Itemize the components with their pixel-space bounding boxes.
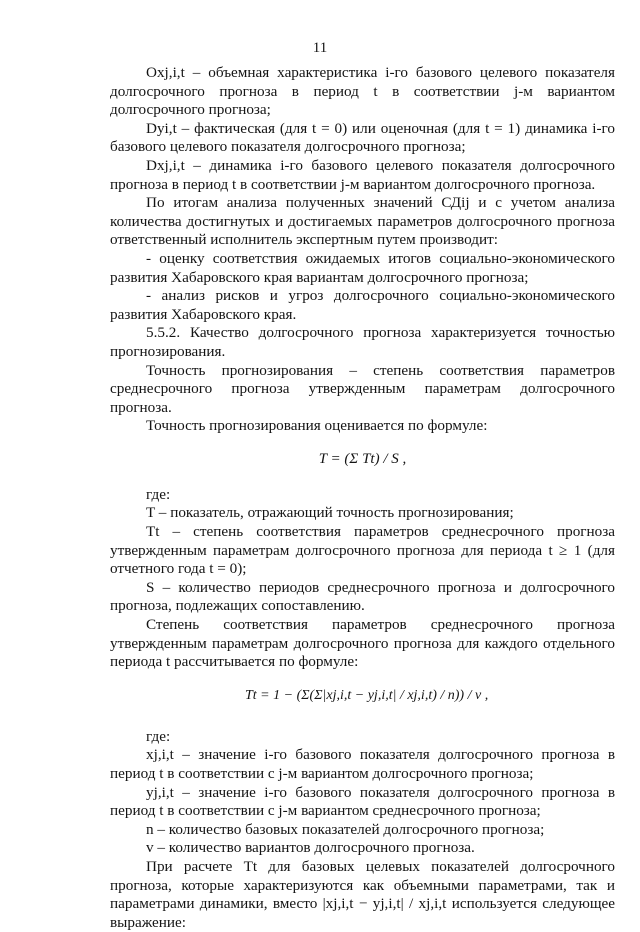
paragraph: S – количество периодов среднесрочного прогноза и долгосрочного прогноза, подлежащих сопоставлению. bbox=[110, 578, 615, 615]
paragraph: Dxj,i,t – динамика i-го базового целевого показателя долгосрочного прогноза в период t в соответствии j-м вариантом долгосрочного прогноза. bbox=[110, 156, 615, 193]
paragraph: По итогам анализа полученных значений СДij и с учетом анализа количества достигнутых и достигаемых параметров долгосрочного прогноза ответственный исполнитель экспертным путем производит: bbox=[110, 194, 615, 249]
paragraph: Tt – степень соответствия параметров среднесрочного прогноза утвержденным параметрам долгосрочного прогноза для периода t ≥ 1 (для отчетного года t = 0); bbox=[110, 523, 615, 578]
paragraph: где: bbox=[146, 485, 171, 503]
paragraph: n – количество базовых показателей долгосрочного прогноза; bbox=[146, 820, 545, 838]
page-number: 11 bbox=[312, 40, 328, 56]
paragraph: При расчете Tt для базовых целевых показателей долгосрочного прогноза, которые характеризуются как объемными параметрами, так и параметрами динамики, вместо |xj,i,t − yj,i,t| / xj,i,t используется следующее выражение: bbox=[110, 857, 615, 931]
formula-period-accuracy: Tt = 1 − (Σ(Σ|xj,i,t − yj,i,t| / xj,i,t) / n)) / v , bbox=[245, 687, 489, 703]
paragraph: v – количество вариантов долгосрочного прогноза. bbox=[146, 839, 475, 857]
paragraph: Dyi,t – фактическая (для t = 0) или оценочная (для t = 1) динамика i-го базового целевого показателя долгосрочного прогноза; bbox=[110, 119, 615, 156]
paragraph: Степень соответствия параметров среднесрочного прогноза утвержденным параметрам долгосрочного прогноза для каждого отдельного периода t рассчитывается по формуле: bbox=[110, 616, 615, 671]
formula-accuracy: T = (Σ Tt) / S , bbox=[318, 450, 407, 467]
paragraph: - оценку соответствия ожидаемых итогов социально-экономического развития Хабаровского края вариантам долгосрочного прогноза; bbox=[110, 249, 615, 286]
paragraph: T – показатель, отражающий точность прогнозирования; bbox=[146, 504, 514, 522]
document-body bbox=[110, 64, 615, 932]
paragraph: xj,i,t – значение i-го базового показателя долгосрочного прогноза в период t в соответствии с j-м вариантом долгосрочного прогноза; bbox=[110, 746, 615, 782]
paragraph: - анализ рисков и угроз долгосрочного социально-экономического развития Хабаровского края. bbox=[110, 287, 615, 323]
paragraph: Точность прогнозирования – степень соответствия параметров среднесрочного прогноза утвержденным параметрам долгосрочного прогноза. bbox=[110, 361, 615, 416]
paragraph: где: bbox=[146, 727, 171, 745]
paragraph: Точность прогнозирования оценивается по формуле: bbox=[146, 417, 488, 435]
paragraph: yj,i,t – значение i-го базового показателя долгосрочного прогноза в период t в соответствии с j-м вариантом среднесрочного прогноза; bbox=[110, 783, 615, 820]
paragraph: Oxj,i,t – объемная характеристика i-го базового целевого показателя долгосрочного прогноза в период t в соответствии j-м вариантом долгосрочного прогноза; bbox=[110, 64, 615, 119]
paragraph: 5.5.2. Качество долгосрочного прогноза характеризуется точностью прогнозирования. bbox=[110, 324, 615, 360]
